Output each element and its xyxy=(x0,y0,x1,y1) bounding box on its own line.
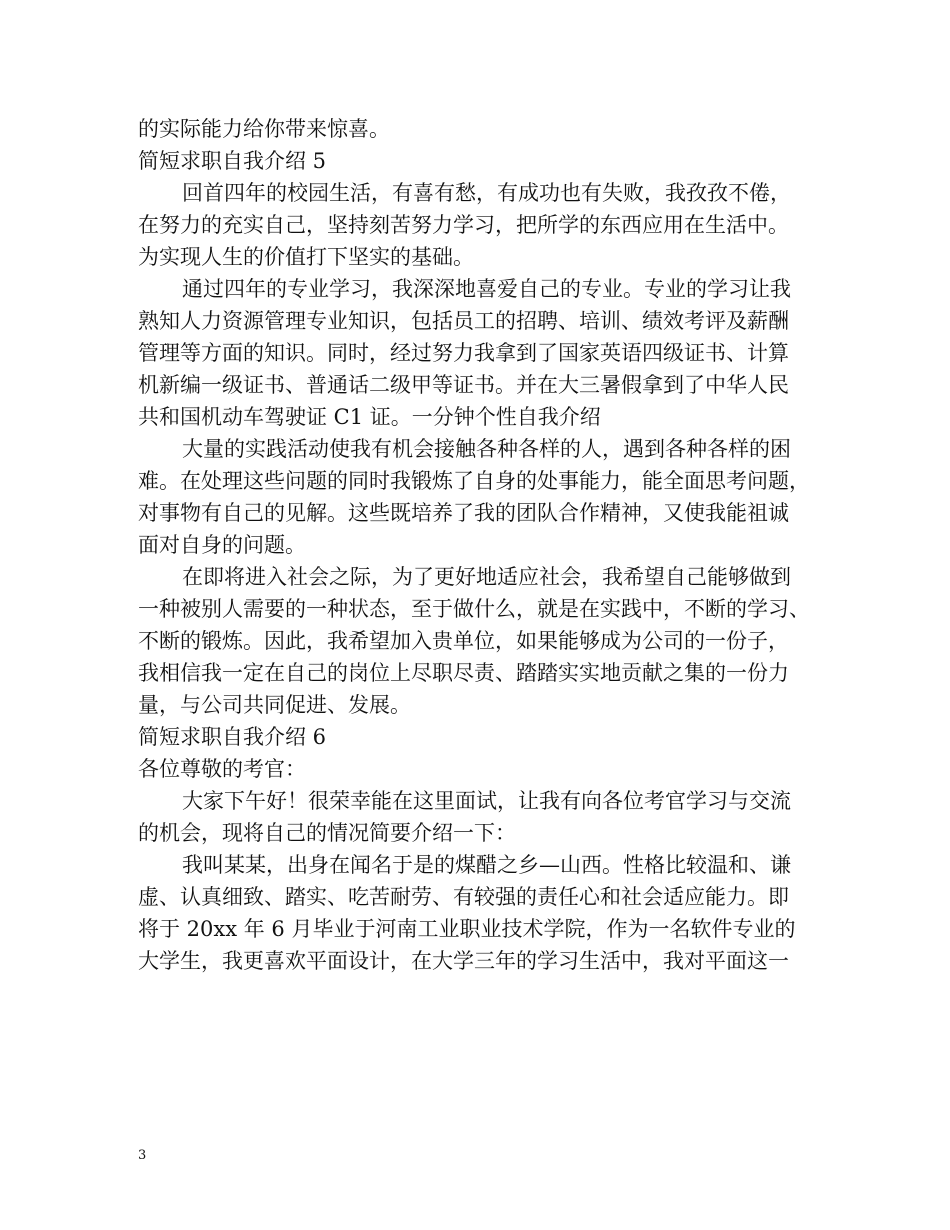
text-line: 我相信我一定在自己的岗位上尽职尽责、踏踏实实地贡献之集的一份力 xyxy=(138,661,789,685)
text-line: 在努力的充实自己，坚持刻苦努力学习，把所学的东西应用在生活中。 xyxy=(138,213,789,237)
text-line: 回首四年的校园生活，有喜有愁，有成功也有失败，我孜孜不倦， xyxy=(182,181,791,205)
section-heading: 简短求职自我介绍 5 xyxy=(138,149,327,173)
section-heading: 简短求职自我介绍 6 xyxy=(138,725,327,749)
text-line: 虚、认真细致、踏实、吃苦耐劳、有较强的责任心和社会适应能力。即 xyxy=(138,885,789,909)
text-line: 通过四年的专业学习，我深深地喜爱自己的专业。专业的学习让我 xyxy=(182,277,791,301)
text-line: 难。在处理这些问题的同时我锻炼了自身的处事能力，能全面思考问题， xyxy=(138,469,810,493)
text-line: 共和国机动车驾驶证 C1 证。一分钟个性自我介绍 xyxy=(138,405,601,429)
text-line: 为实现人生的价值打下坚实的基础。 xyxy=(138,245,474,269)
text-line: 面对自身的问题。 xyxy=(138,533,306,557)
text-line: 的机会，现将自己的情况简要介绍一下： xyxy=(138,821,516,845)
salutation-line: 各位尊敬的考官： xyxy=(138,757,306,781)
page-number: 3 xyxy=(138,1148,147,1163)
text-line: 我叫某某，出身在闻名于是的煤醋之乡—山西。性格比较温和、谦 xyxy=(182,853,791,877)
text-line: 量，与公司共同促进、发展。 xyxy=(138,693,411,717)
text-line: 一种被别人需要的一种状态，至于做什么，就是在实践中，不断的学习、 xyxy=(138,597,810,621)
text-line: 大学生，我更喜欢平面设计，在大学三年的学习生活中，我对平面这一 xyxy=(138,949,789,973)
text-line: 大家下午好！很荣幸能在这里面试，让我有向各位考官学习与交流 xyxy=(182,789,791,813)
text-line: 将于 20xx 年 6 月毕业于河南工业职业技术学院，作为一名软件专业的 xyxy=(138,917,796,941)
text-line: 机新编一级证书、普通话二级甲等证书。并在大三暑假拿到了中华人民 xyxy=(138,373,789,397)
text-line: 在即将进入社会之际，为了更好地适应社会，我希望自己能够做到 xyxy=(182,565,791,589)
text-line: 管理等方面的知识。同时，经过努力我拿到了国家英语四级证书、计算 xyxy=(138,341,789,365)
document-body xyxy=(138,113,838,977)
text-line: 不断的锻炼。因此，我希望加入贵单位，如果能够成为公司的一份子， xyxy=(138,629,789,653)
text-line: 熟知人力资源管理专业知识，包括员工的招聘、培训、绩效考评及薪酬 xyxy=(138,309,789,333)
text-line: 对事物有自己的见解。这些既培养了我的团队合作精神，又使我能祖诚 xyxy=(138,501,789,525)
text-line: 的实际能力给你带来惊喜。 xyxy=(138,117,390,141)
text-line: 大量的实践活动使我有机会接触各种各样的人，遇到各种各样的困 xyxy=(182,437,791,461)
